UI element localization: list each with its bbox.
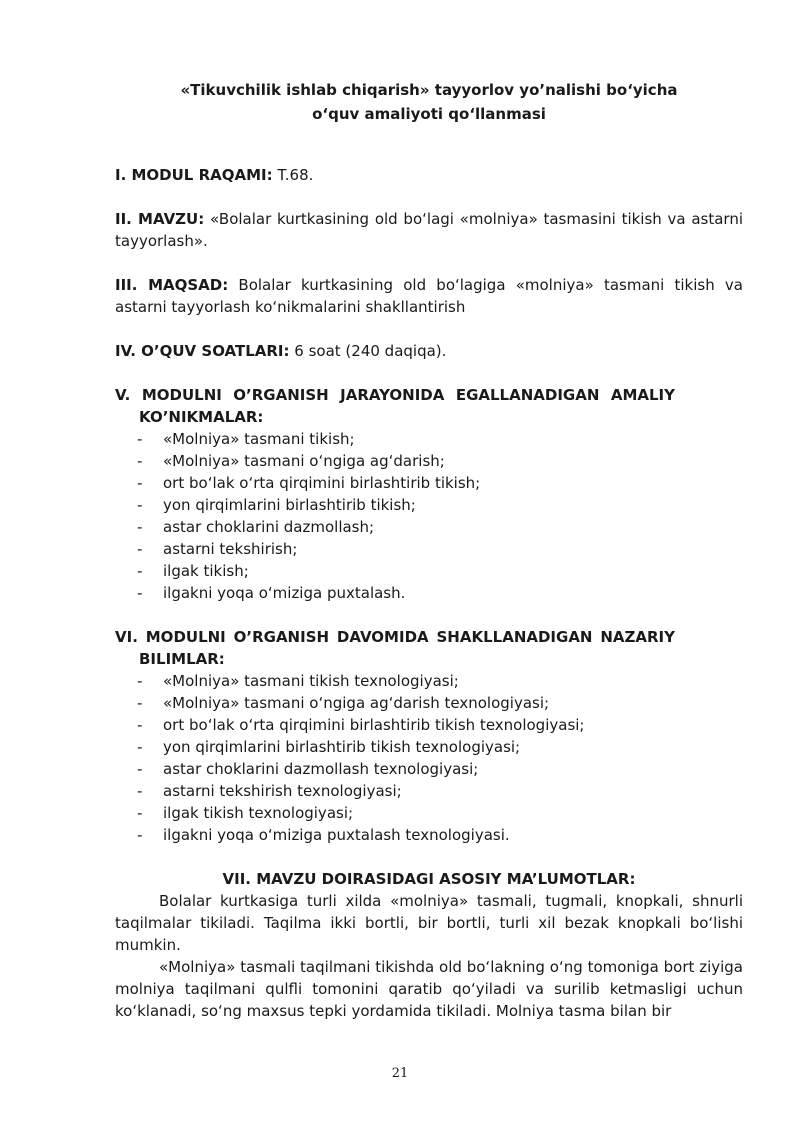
list-item: - astarni tekshirish; [137, 538, 743, 560]
title-line-2: o‘quv amaliyoti qo‘llanmasi [312, 105, 546, 123]
section-label: II. MAVZU: [115, 210, 205, 228]
heading-line-1: VI. MODULNI O’RGANISH DAVOMIDA SHAKLLANADIGAN NAZARIY [115, 628, 675, 646]
list-item: - ilgakni yoqa o‘miziga puxtalash. [137, 582, 743, 604]
heading-line-1: V. MODULNI O’RGANISH JARAYONIDA EGALLANADIGAN AMALIY [115, 386, 675, 404]
section-hours [115, 340, 743, 362]
list-item: - «Molniya» tasmani tikish; [137, 428, 743, 450]
heading-line-2: BILIMLAR: [139, 650, 225, 668]
paragraph: «Molniya» tasmali taqilmani tikishda old bo‘lakning o‘ng tomoniga bort ziyiga molniya taqilmani qulfli tomonini qaratib qo‘yiladi va surilib ketmasligi uchun ko‘klanadi, so‘ng maxsus tepki yordamida tikiladi. Molniya tasma bilan bir [115, 958, 743, 1020]
section-text: «Bolalar kurtkasining old bo‘lagi «molniya» tasmasini tikish va astarni tayyorlash». [115, 210, 744, 250]
list-item: - ort bo‘lak o‘rta qirqimini birlashtirib tikish; [137, 472, 743, 494]
page-number: 21 [391, 1066, 409, 1081]
list-item: - «Molniya» tasmani o‘ngiga ag‘darish; [137, 450, 743, 472]
list-item: - ort bo‘lak o‘rta qirqimini birlashtirib tikish texnologiyasi; [137, 714, 743, 736]
section-skills-heading [115, 384, 675, 428]
section-topic [115, 208, 743, 252]
section-label: IV. O’QUV SOATLARI: [115, 342, 290, 360]
skills-list [137, 428, 743, 604]
list-item: - astar choklarini dazmollash; [137, 516, 743, 538]
section-text: 6 soat (240 daqiqa). [289, 342, 447, 360]
section-label: I. MODUL RAQAMI: [115, 166, 273, 184]
heading-line-2: KO’NIKMALAR: [139, 408, 264, 426]
list-item: - ilgakni yoqa o‘miziga puxtalash texnologiyasi. [137, 824, 743, 846]
section-main-info-heading: VII. MAVZU DOIRASIDAGI ASOSIY MA’LUMOTLAR: [222, 870, 636, 888]
section-goal [115, 274, 743, 318]
title-line-1: «Tikuvchilik ishlab chiqarish» tayyorlov yo’nalishi bo‘yicha [180, 81, 678, 99]
section-text: Bolalar kurtkasining old bo‘lagiga «molniya» tasmani tikish va astarni tayyorlash ko‘nikmalarini shakllantirish [115, 276, 743, 316]
section-text: T.68. [272, 166, 314, 184]
section-label: III. MAQSAD: [115, 276, 229, 294]
list-item: - «Molniya» tasmani tikish texnologiyasi; [137, 670, 743, 692]
list-item: - yon qirqimlarini birlashtirib tikish texnologiyasi; [137, 736, 743, 758]
list-item: - ilgak tikish; [137, 560, 743, 582]
paragraph: Bolalar kurtkasiga turli xilda «molniya» tasmali, tugmali, knopkali, shnurli taqilmalar tikiladi. Taqilma ikki bortli, bir bortli, turli xil bezak knopkali bo‘lishi mumkin. [115, 892, 743, 954]
knowledge-list [137, 670, 743, 846]
document-page [115, 0, 743, 1131]
list-item: - astarni tekshirish texnologiyasi; [137, 780, 743, 802]
section-knowledge-heading [115, 626, 675, 670]
document-title [115, 78, 743, 126]
list-item: - ilgak tikish texnologiyasi; [137, 802, 743, 824]
section-module-number [115, 164, 743, 186]
list-item: - yon qirqimlarini birlashtirib tikish; [137, 494, 743, 516]
list-item: - astar choklarini dazmollash texnologiyasi; [137, 758, 743, 780]
list-item: - «Molniya» tasmani o‘ngiga ag‘darish texnologiyasi; [137, 692, 743, 714]
